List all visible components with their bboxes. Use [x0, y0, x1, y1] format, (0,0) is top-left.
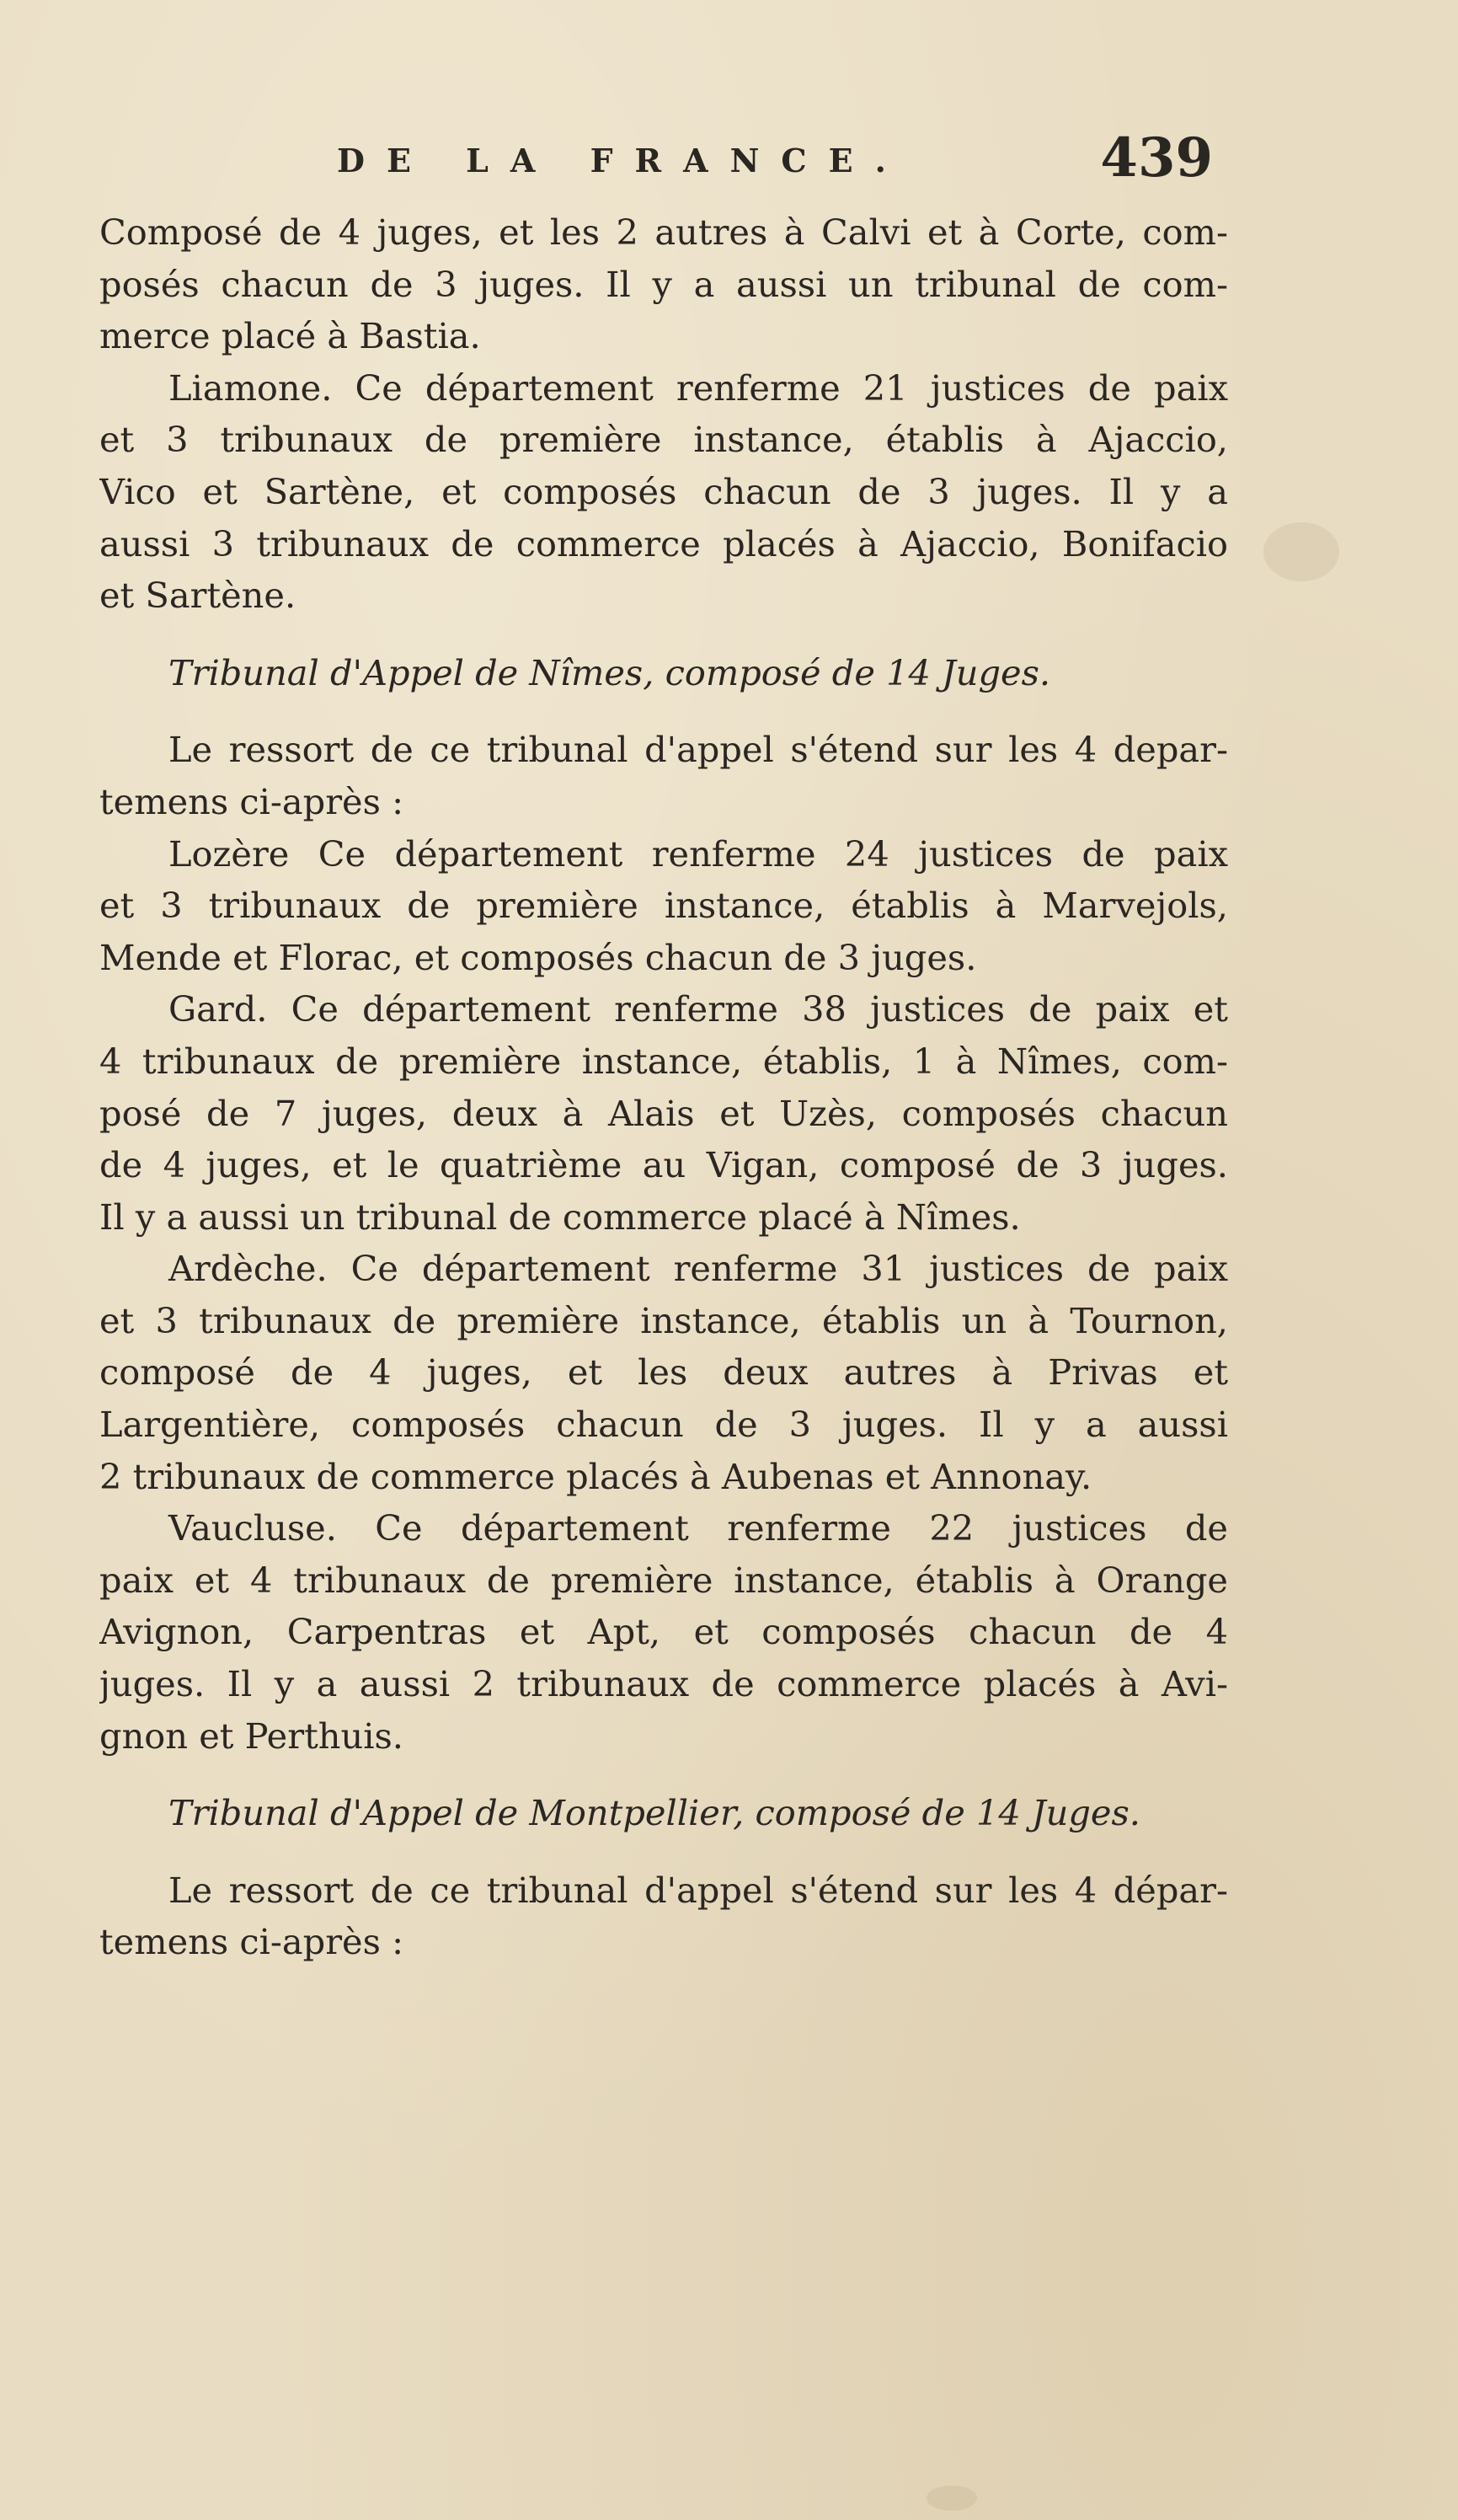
running-head: DE LA FRANCE. — [337, 142, 908, 179]
text-line: Composé de 4 juges, et les 2 autres à Calvi et à Corte, com- — [99, 211, 1228, 253]
text-line: Le ressort de ce tribunal d'appel s'étend sur les 4 depar- — [168, 729, 1228, 771]
text-line: temens ci-après : — [99, 1921, 404, 1963]
text-line: Avignon, Carpentras et Apt, et composés chacun de 4 — [99, 1611, 1228, 1653]
text-line: juges. Il y a aussi 2 tribunaux de commerce placés à Avi- — [99, 1663, 1228, 1705]
text-line: Vaucluse. Ce département renferme 22 justices de — [168, 1507, 1228, 1549]
text-line: Gard. Ce département renferme 38 justices de paix et — [168, 988, 1228, 1030]
text-line: Vico et Sartène, et composés chacun de 3 juges. Il y a — [99, 470, 1228, 512]
body-text — [99, 206, 1228, 1968]
text-line: gnon et Perthuis. — [99, 1715, 403, 1757]
text-line: Le ressort de ce tribunal d'appel s'étend sur les 4 dépar- — [168, 1869, 1228, 1911]
text-line: et 3 tribunaux de première instance, établis un à Tournon, — [99, 1299, 1228, 1341]
page-number: 439 — [1100, 126, 1213, 190]
text-line: 2 tribunaux de commerce placés à Aubenas et Annonay. — [99, 1455, 1092, 1497]
text-line: Tribunal d'Appel de Montpellier, composé de 14 Juges. — [168, 1792, 1140, 1834]
text-line: aussi 3 tribunaux de commerce placés à Ajaccio, Bonifacio — [99, 522, 1228, 564]
text-line: paix et 4 tribunaux de première instance, établis à Orange — [99, 1559, 1228, 1601]
text-line: Ardèche. Ce département renferme 31 justices de paix — [168, 1248, 1228, 1290]
text-line: et 3 tribunaux de première instance, établis à Ajaccio, — [99, 419, 1228, 461]
text-line: Liamone. Ce département renferme 21 justices de paix — [168, 366, 1228, 409]
text-line: et Sartène. — [99, 575, 296, 617]
text-line: Tribunal d'Appel de Nîmes, composé de 14 Juges. — [168, 651, 1051, 693]
text-line: Mende et Florac, et composés chacun de 3 juges. — [99, 936, 977, 978]
text-line: posés chacun de 3 juges. Il y a aussi un tribunal de com- — [99, 263, 1228, 305]
paper-stain — [927, 2485, 977, 2511]
text-line: temens ci-après : — [99, 780, 404, 822]
text-line: composé de 4 juges, et les deux autres à Privas et — [99, 1351, 1228, 1394]
text-line: Il y a aussi un tribunal de commerce placé à Nîmes. — [99, 1196, 1021, 1238]
text-line: Largentière, composés chacun de 3 juges. Il y a aussi — [99, 1404, 1228, 1446]
page-header — [337, 126, 1213, 202]
text-line: de 4 juges, et le quatrième au Vigan, composé de 3 juges. — [99, 1144, 1228, 1186]
text-line: merce placé à Bastia. — [99, 315, 481, 357]
text-line: et 3 tribunaux de première instance, établis à Marvejols, — [99, 885, 1228, 927]
text-line: 4 tribunaux de première instance, établis, 1 à Nîmes, com- — [99, 1040, 1228, 1082]
text-line: posé de 7 juges, deux à Alais et Uzès, composés chacun — [99, 1092, 1228, 1134]
text-line: Lozère Ce département renferme 24 justices de paix — [168, 832, 1228, 875]
paper-stain — [1263, 522, 1339, 581]
